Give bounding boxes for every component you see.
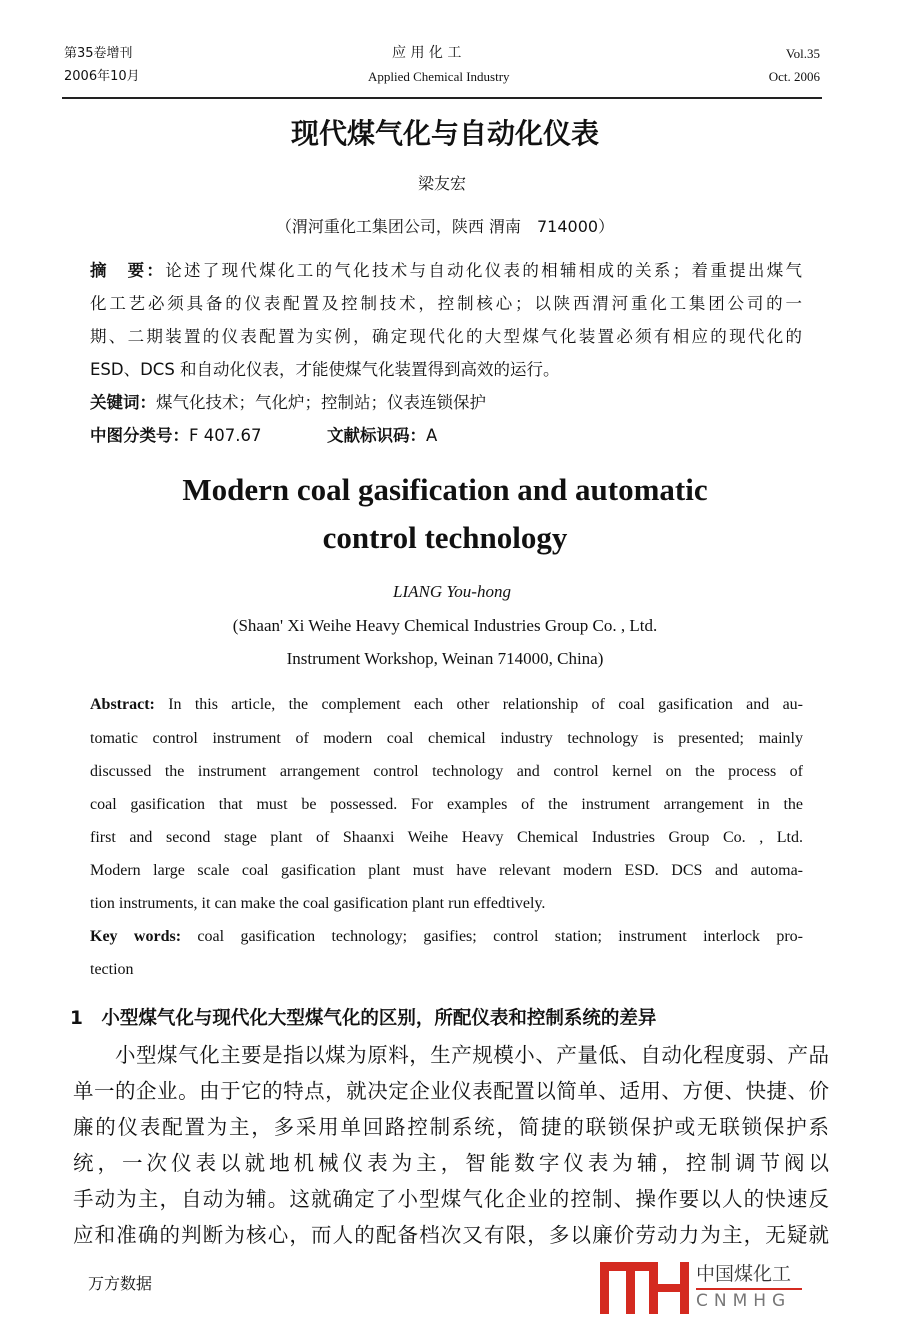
body-line: 廉的仪表配置为主，多采用单回路控制系统，简捷的联锁保护或无联锁保护系 xyxy=(73,1115,829,1139)
clc-value: F 407.67 xyxy=(189,426,262,445)
header-rule xyxy=(62,97,822,99)
body-line: 小型煤气化主要是指以煤为原料，生产规模小、产量低、自动化程度弱、产品 xyxy=(73,1043,829,1067)
journal-en: Applied Chemical Industry xyxy=(368,69,510,84)
keywords-cn: 煤气化技术；气化炉；控制站；仪表连锁保护 xyxy=(156,393,486,412)
body-line: 统，一次仪表以就地机械仪表为主，智能数字仪表为辅，控制调节阀以 xyxy=(73,1151,829,1175)
abstract-cn-line: 期、二期装置的仪表配置为实例，确定现代化的大型煤气化装置必须有相应的现代化的 xyxy=(90,327,802,346)
abstract-en-line: tomatic control instrument of modern coal chemical industry technology is presented; mainly xyxy=(90,730,803,747)
title-cn: 现代煤气化与自动化仪表 xyxy=(290,117,599,150)
affiliation-cn: （渭河重化工集团公司，陕西 渭南 714000） xyxy=(275,217,615,236)
author-cn: 梁友宏 xyxy=(417,174,466,193)
abstract-en-line: tion instruments, it can make the coal gasification plant run effedtively. xyxy=(90,895,546,912)
cnmhg-watermark-logo xyxy=(600,1262,820,1314)
footer-wanfang: 万方数据 xyxy=(88,1274,153,1293)
body-line: 手动为主，自动为辅。这就确定了小型煤气化企业的控制、操作要以人的快速反 xyxy=(73,1187,829,1211)
keywords-en-line: tection xyxy=(90,961,134,978)
abstract-en-label: Abstract: xyxy=(90,696,155,713)
section-heading: 1 小型煤气化与现代化大型煤气化的区别，所配仪表和控制系统的差异 xyxy=(70,1008,657,1029)
body-line: 单一的企业。由于它的特点，就决定企业仪表配置以简单、适用、方便、快捷、价 xyxy=(73,1079,829,1103)
author-en: LIANG You-hong xyxy=(393,582,511,601)
abstract-cn-label: 摘 要： xyxy=(90,261,166,280)
abstract-en-line: first and second stage plant of Shaanxi Weihe Heavy Chemical Industries Group Co. , Ltd. xyxy=(90,829,803,846)
abstract-cn-line: ESD、DCS 和自动化仪表，才能使煤气化装置得到高效的运行。 xyxy=(90,360,560,379)
doc-code-label: 文献标识码： xyxy=(327,426,426,445)
date-en: Oct. 2006 xyxy=(768,69,820,84)
watermark-rule xyxy=(696,1288,802,1290)
keywords-en-label: Key words: xyxy=(90,928,182,945)
volume-en: Vol.35 xyxy=(785,46,820,61)
title-en-line: control technology xyxy=(322,520,568,555)
watermark-en: CNMHG xyxy=(696,1291,792,1311)
mh-logo-icon xyxy=(600,1262,690,1314)
abstract-en-line: discussed the instrument arrangement control technology and control kernel on the process of xyxy=(90,763,803,780)
volume-cn: 第35卷增刊 xyxy=(64,46,133,61)
body-line: 应和准确的判断为核心，而人的配备档次又有限，多以廉价劳动力为主，无疑就 xyxy=(73,1223,829,1247)
abstract-cn-line: 论述了现代煤化工的气化技术与自动化仪表的相辅相成的关系；着重提出煤气 xyxy=(165,261,803,280)
keywords-en: coal gasification technology; gasifies; control station; instrument interlock pro- xyxy=(181,928,804,945)
watermark-cn: 中国煤化工 xyxy=(696,1263,792,1285)
date-cn: 2006年10月 xyxy=(64,69,140,84)
affiliation-en-line: Instrument Workshop, Weinan 714000, China) xyxy=(286,649,604,668)
abstract-en-line: coal gasification that must be possessed. For examples of the instrument arrangement in the xyxy=(90,796,803,813)
doc-code-value: A xyxy=(426,426,438,445)
affiliation-en-line: (Shaan' Xi Weihe Heavy Chemical Industries Group Co. , Ltd. xyxy=(232,616,658,635)
abstract-en-line: In this article, the complement each other relationship of coal gasification and au- xyxy=(154,696,803,713)
abstract-en-line: Modern large scale coal gasification plant must have relevant modern ESD. DCS and automa- xyxy=(90,862,803,879)
clc-label: 中图分类号： xyxy=(90,426,189,445)
journal-cn: 应 用 化 工 xyxy=(392,45,462,61)
abstract-cn-line: 化工艺必须具备的仪表配置及控制技术，控制核心；以陕西渭河重化工集团公司的一 xyxy=(90,294,802,313)
title-en-line: Modern coal gasification and automatic xyxy=(182,472,708,507)
keywords-cn-label: 关键词： xyxy=(90,393,156,412)
